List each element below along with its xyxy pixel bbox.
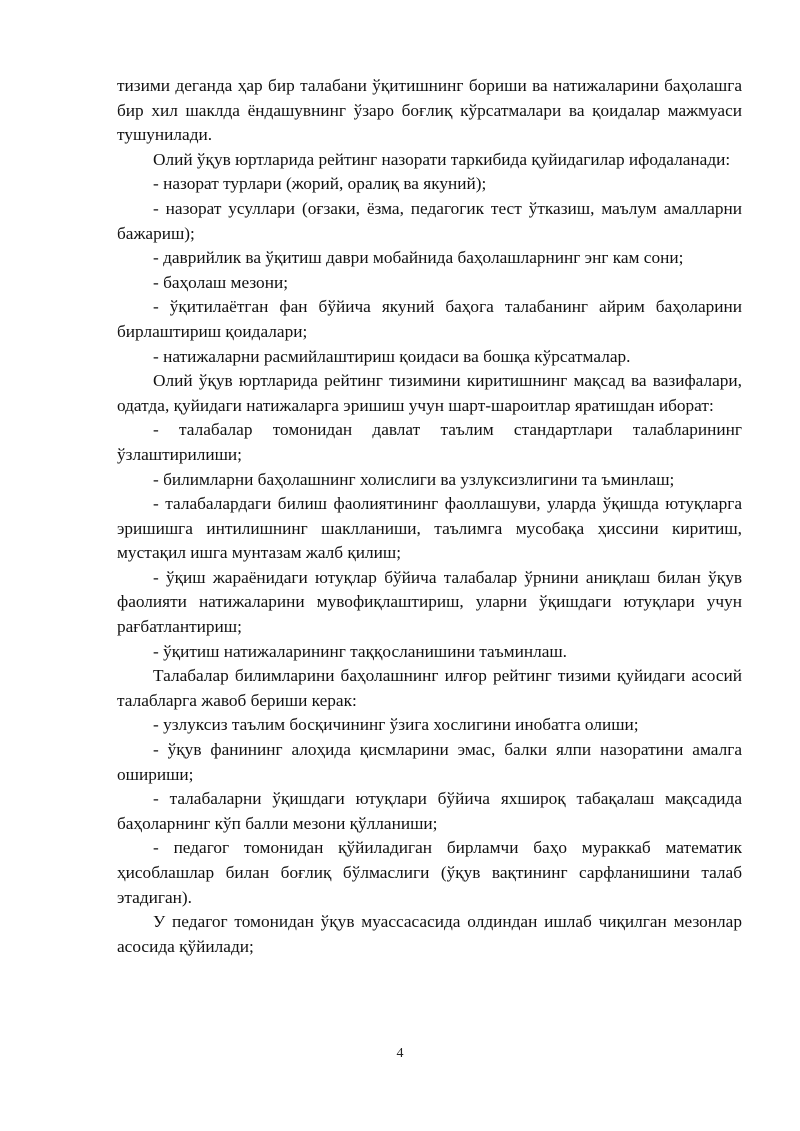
list-item: - ўқитиш натижаларининг таққосланишини таъминлаш.	[153, 641, 568, 661]
list-item: - талабаларни ўқишдаги ютуқлари бўйича яхшироқ табақалаш мақсадида баҳоларнинг кўп балли мезони қўлланиши;	[117, 789, 742, 833]
list-item: - педагог томонидан қўйиладиган бирламчи баҳо мураккаб математик ҳисоблашлар билан боғлиқ бўлмаслиги (ўқув вақтининг сарфланишини талаб этадиган).	[117, 838, 742, 907]
page-number: 4	[396, 1046, 404, 1061]
list-item: - натижаларни расмийлаштириш қоидаси ва бошқа кўрсатмалар.	[153, 346, 631, 366]
list-item: - талабалар томонидан давлат таълим стандартлари талабларининг ўзлаштирилиши;	[117, 420, 742, 464]
body-text	[117, 74, 742, 959]
list-item: - ўқитилаётган фан бўйича якуний баҳога талабанинг айрим баҳоларини бирлаштириш қоидалари;	[117, 297, 742, 341]
list-item: - баҳолаш мезони;	[153, 272, 288, 292]
paragraph: Олий ўқув юртларида рейтинг назорати таркибида қуйидагилар ифодаланади:	[153, 149, 731, 169]
paragraph: тизими деганда ҳар бир талабани ўқитишнинг бориши ва натижаларини баҳолашга бир хил шаклда ёндашувнинг ўзаро боғлиқ кўрсатмалари ва қоидалар мажмуаси тушунилади.	[117, 76, 742, 145]
paragraph: У педагог томонидан ўқув муассасасида олдиндан ишлаб чиқилган мезонлар асосида қўйилади;	[117, 912, 742, 956]
paragraph: Олий ўқув юртларида рейтинг тизимини киритишнинг мақсад ва вазифалари, одатда, қуйидаги натижаларга эришиш учун шарт-шароитлар яратишдан иборат:	[117, 371, 742, 415]
list-item: - узлуксиз таълим босқичининг ўзига хослигини инобатга олиши;	[153, 715, 639, 735]
list-item: - назорат турлари (жорий, оралиқ ва якуний);	[153, 174, 487, 194]
list-item: - талабалардаги билиш фаолиятининг фаоллашуви, уларда ўқишда ютуқларга эришишга интилишнинг шаклланиши, таълимга мусобақа ҳиссини киритиш, мустақил ишга мунтазам жалб қилиш;	[117, 494, 742, 563]
list-item: - билимларни баҳолашнинг холислиги ва узлуксизлигини та ъминлаш;	[153, 469, 675, 489]
list-item: - даврийлик ва ўқитиш даври мобайнида баҳолашларнинг энг кам сони;	[153, 248, 684, 268]
list-item: - назорат усуллари (оғзаки, ёзма, педагогик тест ўтказиш, маълум амалларни бажариш);	[117, 198, 742, 243]
paragraph: Талабалар билимларини баҳолашнинг илғор рейтинг тизими қуйидаги асосий талабларга жавоб бериши керак:	[117, 666, 742, 710]
list-item: - ўқиш жараёнидаги ютуқлар бўйича талабалар ўрнини аниқлаш билан ўқув фаолияти натижаларини мувофиқлаштириш, уларни ўқишдаги ютуқлари учун рағбатлантириш;	[117, 567, 742, 637]
list-item: - ўқув фанининг алоҳида қисмларини эмас, балки ялпи назоратини амалга ошириши;	[117, 740, 742, 784]
